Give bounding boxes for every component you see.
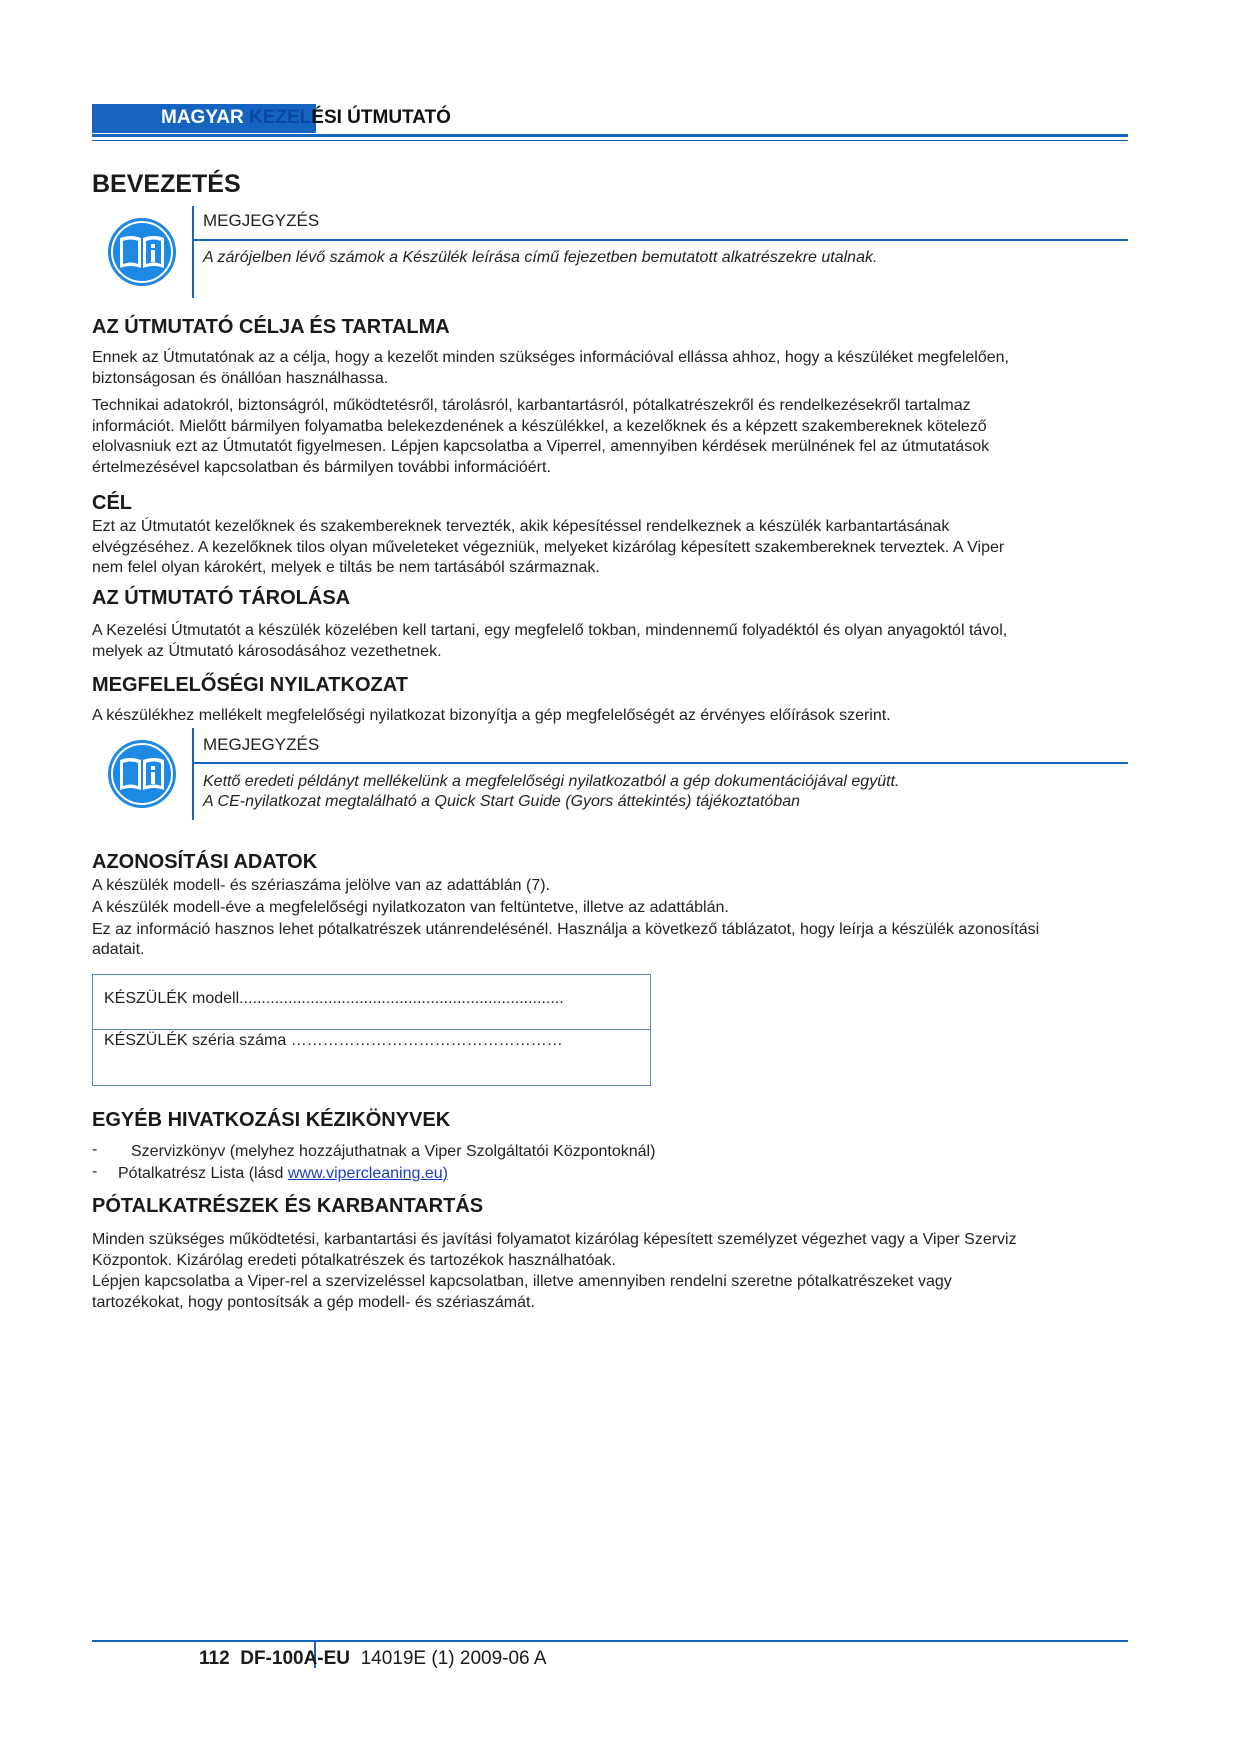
section-title-spareparts: PÓTALKATRÉSZEK ÉS KARBANTARTÁS [92,1195,484,1217]
info-manual-icon [106,216,178,288]
footer-model: DF-100A-EU [240,1648,351,1669]
note-text-line1: Kettő eredeti példányt mellékelünk a megfelelőségi nyilatkozatból a gép dokumentációjával együtt. [203,773,900,790]
aim-line3: nem felel olyan károkért, melyek e tiltás be nem tartásából származnak. [92,559,600,576]
section-title-manuals: EGYÉB HIVATKOZÁSI KÉZIKÖNYVEK [92,1109,451,1131]
note-divider-horizontal [193,239,1128,241]
aim-line1: Ezt az Útmutatót kezelőknek és szakembereknek tervezték, akik képesítéssel rendelkeznek a készülék karbantartásának [92,518,950,535]
footer-rule [92,1640,1128,1642]
purpose-p2-line1: Technikai adatokról, biztonságról, működtetésről, tárolásról, karbantartásról, pótalkatrészekről és rendelkezésekről tartalmaz [92,397,971,414]
header-word-rest: ÉSI ÚTMUTATÓ [311,107,451,128]
section-title-aim: CÉL [92,492,132,514]
note-divider-horizontal [193,762,1128,764]
page-number: 112 [199,1648,230,1669]
purpose-p2-line2: információt. Mielőtt bármilyen folyamatba belekezdenének a készülékkel, a kezelőknek és a képzett szakembereknek kötelező [92,418,987,435]
identification-line1: A készülék modell- és szériaszáma jelölve van az adattáblán (7). [92,877,550,894]
list-item-spare-parts-text: Pótalkatrész Lista (lásd [118,1165,288,1182]
note-divider-vertical [192,728,194,820]
section-title-conformity: MEGFELELŐSÉGI NYILATKOZAT [92,674,408,696]
list-dash: - [92,1163,98,1180]
identification-line4: adatait. [92,941,145,958]
identification-serial-field: KÉSZÜLÉK széria száma …………………………………………… [104,1032,563,1049]
storage-line2: melyek az Útmutató károsodásához vezethetnek. [92,643,442,660]
list-dash: - [92,1141,98,1158]
header-rule-thin [92,140,1128,141]
section-title-identification: AZONOSÍTÁSI ADATOK [92,851,318,873]
info-manual-icon [106,738,178,810]
list-item-spare-parts [118,1163,448,1184]
header-title [161,107,451,129]
spareparts-line3: Lépjen kapcsolatba a Viper-rel a szervizeléssel kapcsolatban, illetve amennyiben rendelni szeretne pótalkatrészeket vagy [92,1273,952,1290]
note-divider-vertical [192,206,194,298]
identification-line3: Ez az információ hasznos lehet pótalkatrészek utánrendelésénél. Használja a következő táblázatot, hogy leírja a készülék azonosítási [92,921,1040,938]
identification-model-field: KÉSZÜLÉK modell......................................................................... [104,990,564,1007]
header-word-magyar: MAGYAR [161,107,244,128]
conformity-line1: A készülékhez mellékelt megfelelőségi nyilatkozat bizonyítja a gép megfelelőségét az érvényes előírások szerint. [92,707,891,724]
header-word-kezel: KEZEL [248,107,312,128]
section-title-intro: BEVEZETÉS [92,170,241,198]
footer-text [199,1648,547,1670]
header-rule-thick [92,134,1128,137]
vipercleaning-link[interactable]: www.vipercleaning.eu [287,1165,443,1182]
note-label: MEGJEGYZÉS [203,211,320,230]
aim-line2: elvégzéséhez. A kezelőknek tilos olyan műveleteket végezniük, melyeket kizárólag képesített szakembereknek terveztek. A Viper [92,539,1005,556]
list-item-spare-parts-end: ) [442,1165,448,1182]
identification-line2: A készülék modell-éve a megfelelőségi nyilatkozaton van feltüntetve, illetve az adattáblán. [92,899,729,916]
spareparts-line1: Minden szükséges működtetési, karbantartási és javítási folyamatot kizárólag képesített személyzet végezhet vagy a Viper Szerviz [92,1231,1017,1248]
note-label: MEGJEGYZÉS [203,735,320,754]
purpose-p1-line1: Ennek az Útmutatónak az a célja, hogy a kezelőt minden szükséges információval ellássa ahhoz, hogy a készüléket megfelelően, [92,349,1009,366]
spareparts-line4: tartozékokat, hogy pontosítsák a gép modell- és szériaszámát. [92,1294,535,1311]
section-title-purpose: AZ ÚTMUTATÓ CÉLJA ÉS TARTALMA [92,316,450,338]
purpose-p2-line4: értelmezésével kapcsolatban és bármilyen további információért. [92,459,551,476]
spareparts-line2: Központok. Kizárólag eredeti pótalkatrészek és tartozékok használhatóak. [92,1252,616,1269]
identification-table-row-separator [92,1029,651,1030]
footer-code: 14019E (1) 2009-06 A [360,1648,547,1669]
purpose-p1-line2: biztonságosan és önállóan használhassa. [92,370,389,387]
list-item-service-book: Szervizkönyv (melyhez hozzájuthatnak a Viper Szolgáltatói Központoknál) [131,1143,656,1160]
section-title-storage: AZ ÚTMUTATÓ TÁROLÁSA [92,587,351,609]
note-text-line2: A CE-nyilatkozat megtalálható a Quick Start Guide (Gyors áttekintés) tájékoztatóban [203,793,801,810]
note-text: A zárójelben lévő számok a Készülék leírása című fejezetben bemutatott alkatrészekre utalnak. [203,249,878,266]
purpose-p2-line3: elolvasniuk ezt az Útmutatót figyelmesen. Lépjen kapcsolatba a Viperrel, amennyiben kérdések merülnének fel az útmutatások [92,438,990,455]
storage-line1: A Kezelési Útmutatót a készülék közelében kell tartani, egy megfelelő tokban, mindennemű folyadéktól és olyan anyagoktól távol, [92,622,1008,639]
